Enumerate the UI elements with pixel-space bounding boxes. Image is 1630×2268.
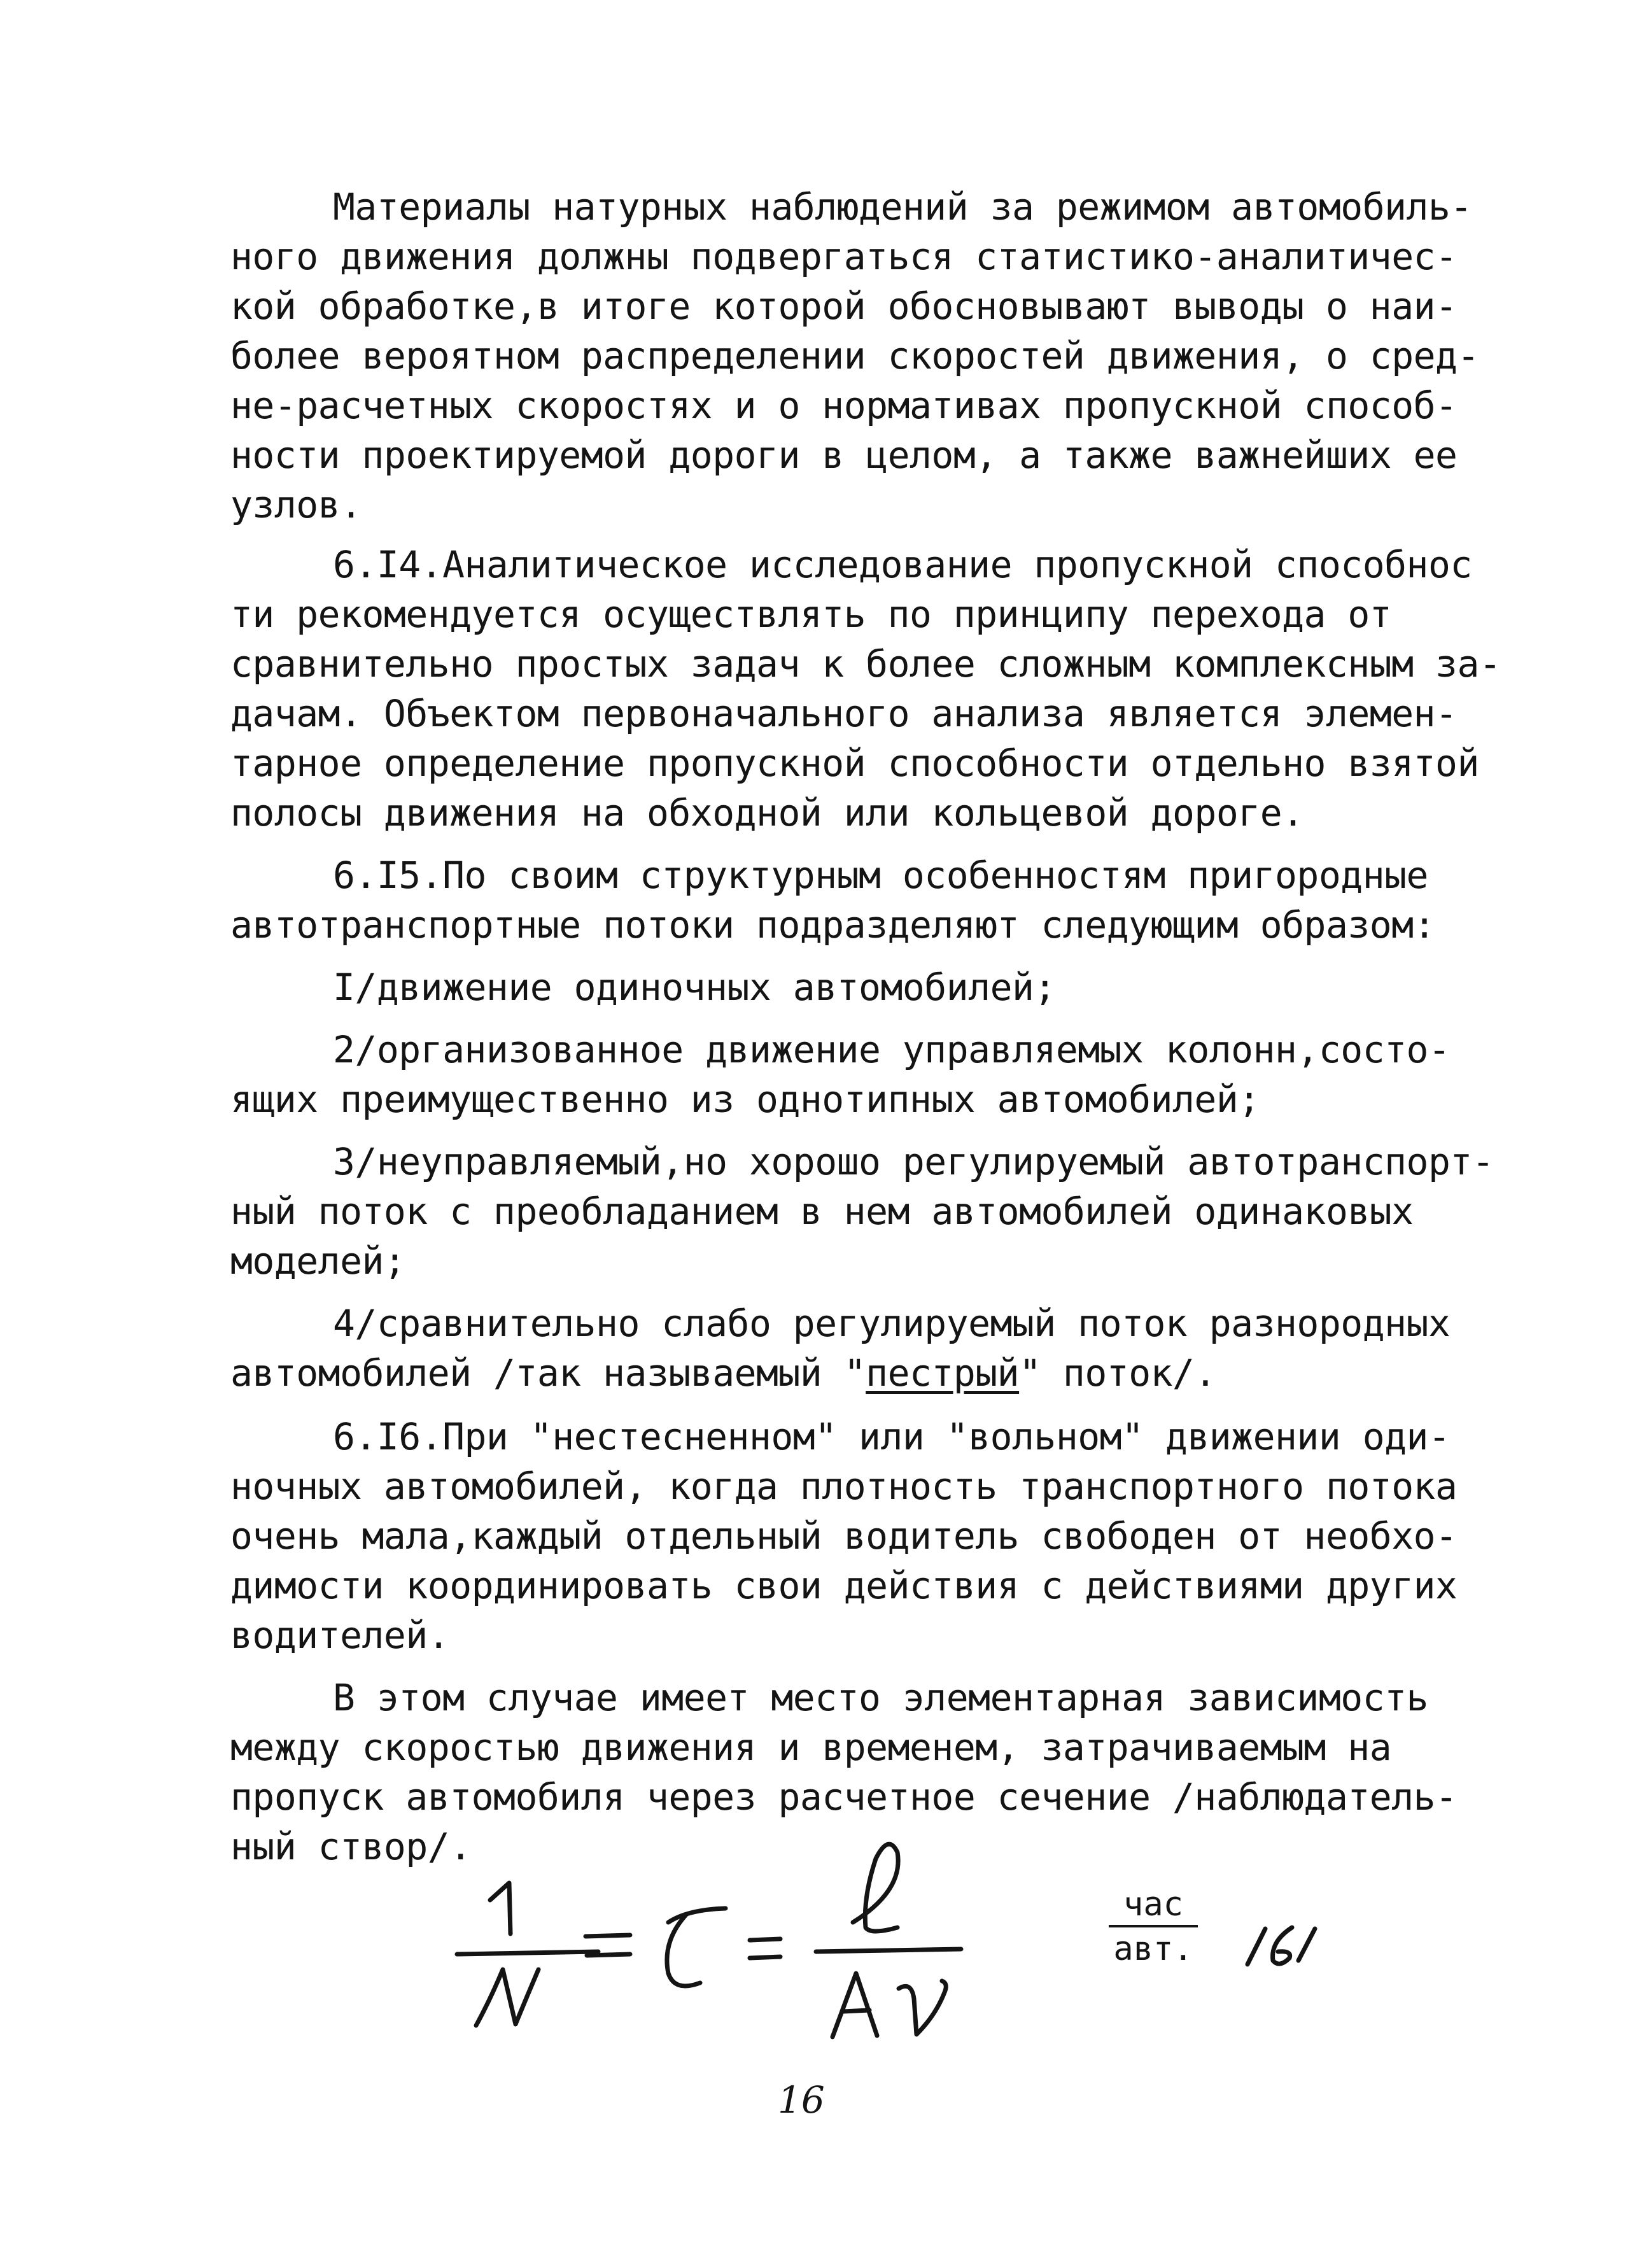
text-line: димости координировать свои действия с действиями других [230,1564,1458,1607]
list-item: I/движение одиночных автомобилей; [333,966,1056,1009]
text-line: тарное определение пропускной способности отдельно взятой [230,742,1479,785]
list-item: 2/организованное движение управляемых колонн,состо- [333,1028,1451,1071]
text-run: " поток/. [1019,1351,1216,1395]
text-line: 6.I6.При "нестесненном" или "вольном" движении оди- [333,1415,1451,1458]
fraction-bar-right [816,1949,961,1952]
formula [0,1833,1630,2062]
equals-line [750,1939,780,1940]
equals-line [586,1935,630,1936]
text-line: автотранспортные потоки подразделяют следующим образом: [230,903,1436,947]
text-line: ночных автомобилей, когда плотность транспортного потока [230,1465,1458,1508]
text-line: Материалы натурных наблюдений за режимом автомобиль- [333,185,1472,229]
letter-n-stroke [476,1969,538,2025]
text-line: более вероятном распределении скоростей движения, о сред- [230,334,1479,377]
fraction-bar-left [457,1952,598,1954]
letter-a-stroke [833,1973,877,2037]
tau-stem [667,1915,700,1986]
underlined-word: пестрый [866,1351,1020,1395]
text-line: дачам. Объектом первоначального анализа является элемен- [230,692,1458,735]
text-line: полосы движения на обходной или кольцевой дороге. [230,791,1304,835]
text-line: ящих преимущественно из однотипных автомобилей; [230,1078,1260,1121]
text-line: 6.I4.Аналитическое исследование пропускной способнос [333,543,1472,586]
text-line: моделей; [230,1239,406,1283]
unit-bar [1109,1925,1198,1927]
unit-denominator: авт. [1113,1930,1193,1968]
letter-v-stroke [899,1981,946,2034]
eqno-six [1273,1927,1292,1964]
letter-a-bar [843,2010,869,2011]
text-line: очень мала,каждый отдельный водитель свободен от необхо- [230,1514,1458,1558]
text-line: пропуск автомобиля через расчетное сечение /наблюдатель- [230,1775,1458,1819]
list-item: 3/неуправляемый,но хорошо регулируемый автотранспорт- [333,1140,1494,1183]
numeral-one-stroke [490,1883,510,1934]
text-line: не-расчетных скоростях и о нормативах пропускной способ- [230,384,1458,427]
text-line: кой обработке,в итоге которой обосновывают выводы о наи- [230,285,1458,328]
page-number: 16 [778,2078,825,2122]
text-line: между скоростью движения и временем, затрачиваемым на [230,1726,1392,1769]
text-line: сравнительно простых задач к более сложным комплексным за- [230,642,1501,686]
text-line: ного движения должны подвергаться статистико-аналитичес- [230,235,1458,278]
text-line: узлов. [230,483,362,526]
tau-bar [668,1908,726,1922]
eqno-slash [1247,1929,1265,1964]
equals-line [750,1957,780,1958]
list-item: 4/сравнительно слабо регулируемый поток разнородных [333,1302,1451,1345]
text-line: ный створ/. [230,1825,472,1868]
text-line: ный поток с преобладанием в нем автомобилей одинаковых [230,1190,1414,1233]
script-l-stroke [853,1844,898,1931]
unit-numerator: час [1123,1885,1183,1924]
text-run: автомобилей /так называемый " [230,1351,866,1395]
text-line: В этом случае имеет место элементарная зависимость [333,1676,1428,1719]
handwritten-formula [0,1833,1630,2062]
unit-fraction [1109,1887,1198,1967]
text-line: 6.I5.По своим структурным особенностям пригородные [333,854,1428,897]
text-line [230,1351,1216,1395]
text-line: ти рекомендуется осуществлять по принципу перехода от [230,593,1392,636]
eqno-slash [1298,1929,1315,1961]
text-line: ности проектируемой дороги в целом, а также важнейших ее [230,433,1458,477]
text-line: водителей. [230,1614,450,1657]
equals-line [587,1954,630,1955]
